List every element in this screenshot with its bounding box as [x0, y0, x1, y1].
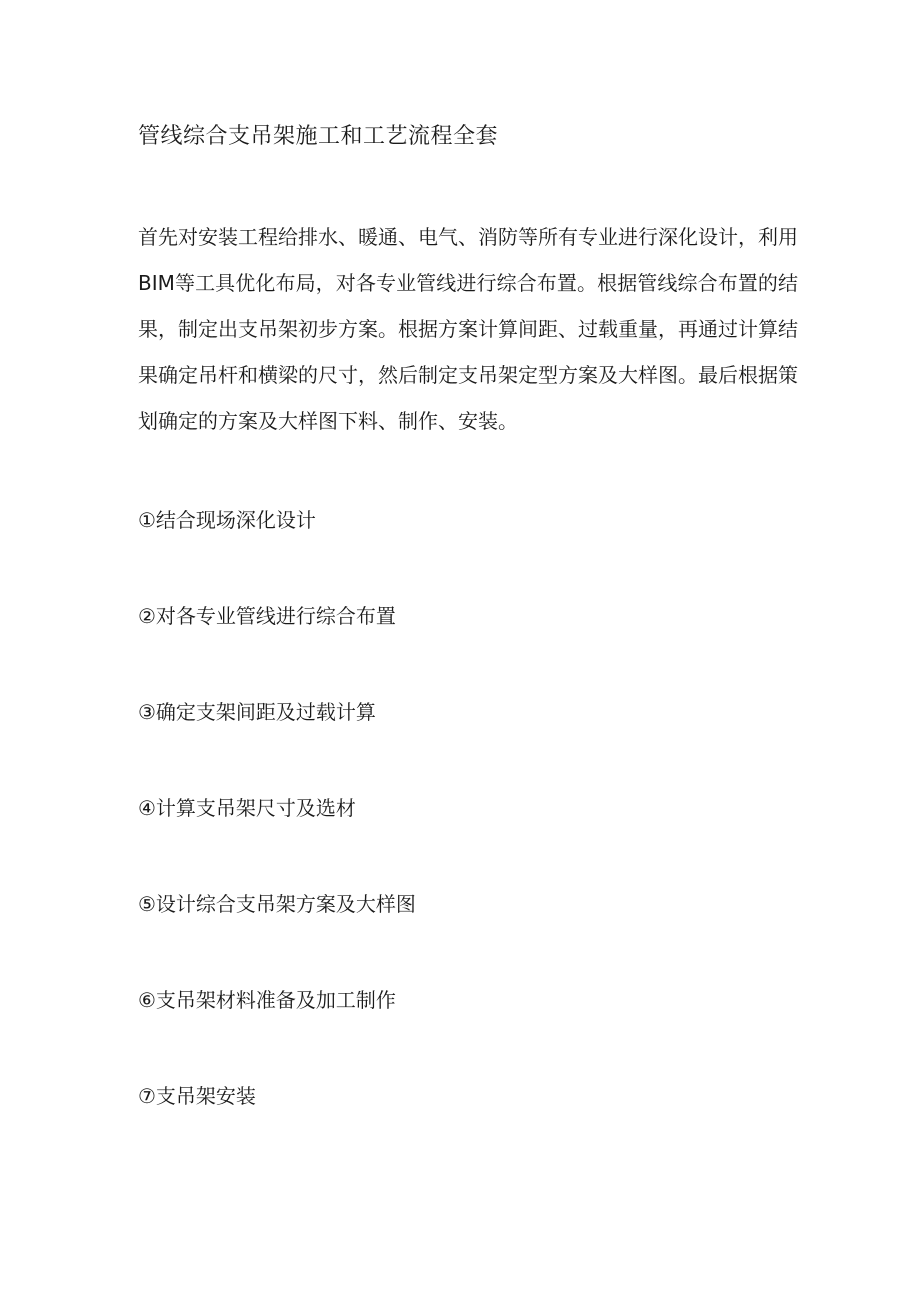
process-step-4: ④计算支吊架尺寸及选材: [138, 796, 356, 820]
process-step-6: ⑥支吊架材料准备及加工制作: [138, 988, 396, 1012]
process-step-7: ⑦支吊架安装: [138, 1084, 256, 1108]
intro-paragraph: 首先对安装工程给排水、暖通、电气、消防等所有专业进行深化设计，利用BIM等工具优化布局，对各专业管线进行综合布置。根据管线综合布置的结果，制定出支吊架初步方案。根据方案计算间距、过载重量，再通过计算结果确定吊杆和横梁的尺寸，然后制定支吊架定型方案及大样图。最后根据策划确定的方案及大样图下料、制作、安装。: [138, 225, 798, 433]
process-step-5: ⑤设计综合支吊架方案及大样图: [138, 892, 416, 916]
process-steps-list: [138, 502, 416, 1174]
process-step-2: ②对各专业管线进行综合布置: [138, 604, 396, 628]
process-step-1: ①结合现场深化设计: [138, 508, 316, 532]
document-title: 管线综合支吊架施工和工艺流程全套: [138, 124, 499, 149]
process-step-3: ③确定支架间距及过载计算: [138, 700, 376, 724]
